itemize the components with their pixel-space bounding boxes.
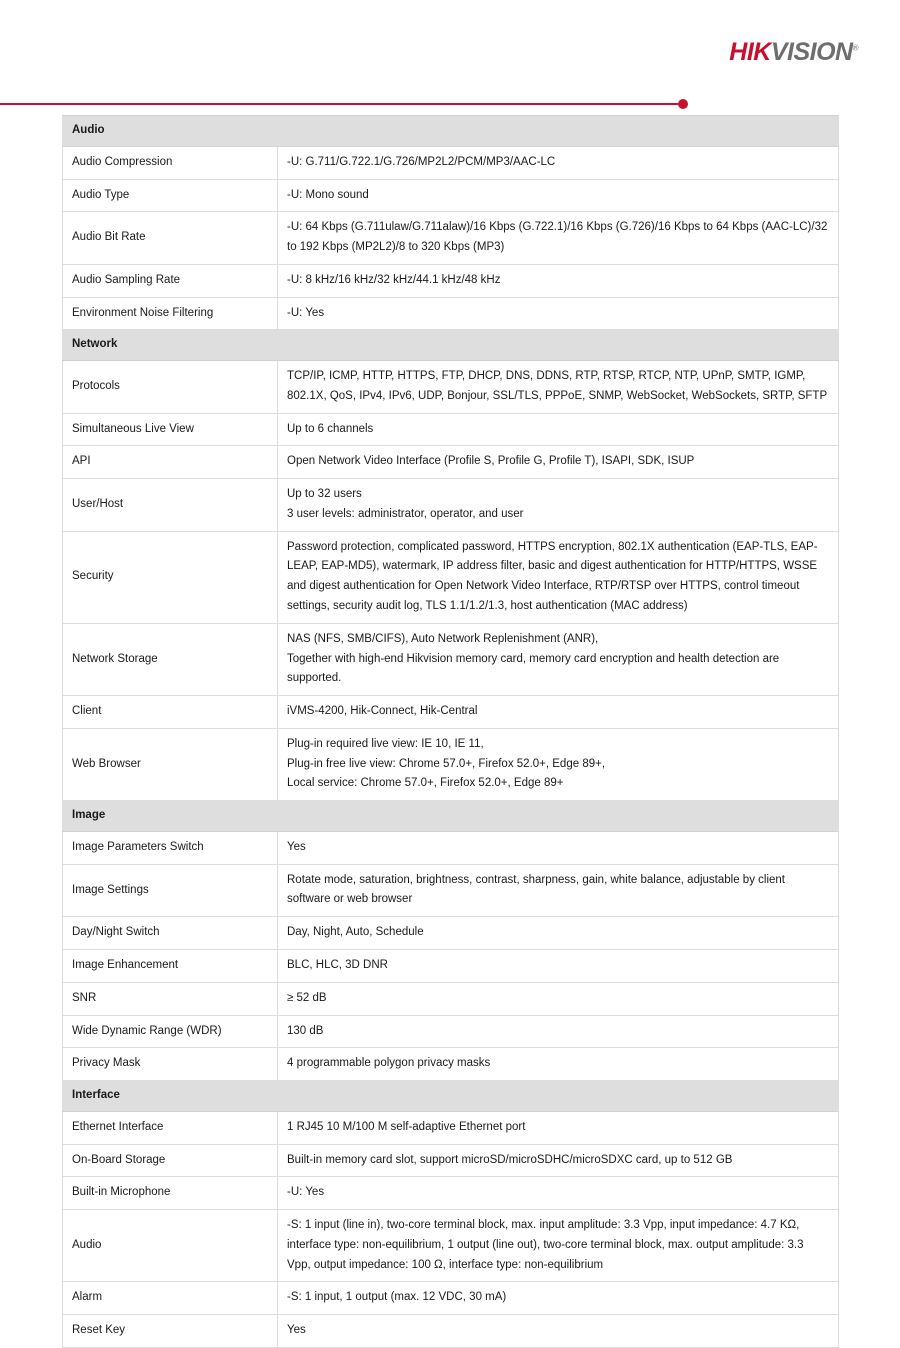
spec-value-line: Day, Night, Auto, Schedule: [287, 926, 424, 939]
spec-value: [278, 479, 839, 532]
spec-value: [278, 1282, 839, 1315]
spec-label: Audio Type: [63, 179, 278, 212]
spec-value: [278, 1210, 839, 1282]
spec-label: Day/Night Switch: [63, 917, 278, 950]
spec-label: Client: [63, 696, 278, 729]
spec-value-line: iVMS-4200, Hik-Connect, Hik-Central: [287, 705, 478, 718]
spec-label: Web Browser: [63, 728, 278, 800]
spec-label: Ethernet Interface: [63, 1111, 278, 1144]
spec-label: Audio Compression: [63, 146, 278, 179]
spec-value-line: Together with high-end Hikvision memory card, memory card encryption and health detection are supported.: [287, 652, 780, 685]
table-row: [63, 917, 839, 950]
spec-value: [278, 1177, 839, 1210]
spec-value-line: 3 user levels: administrator, operator, and user: [287, 507, 524, 520]
table-row: [63, 831, 839, 864]
spec-label: Environment Noise Filtering: [63, 297, 278, 330]
section-title: Audio: [63, 116, 839, 147]
spec-value-line: TCP/IP, ICMP, HTTP, HTTPS, FTP, DHCP, DNS, DDNS, RTP, RTSP, RTCP, NTP, UPnP, SMTP, IGMP, 802.1X, QoS, IPv4, IPv6, UDP, Bonjour, SSL/TLS, PPPoE, SNMP, WebSocket, WebSockets, SRTP, SFTP: [287, 370, 828, 402]
section-header-row: [63, 116, 839, 147]
table-row: [63, 531, 839, 623]
section-header-row: [63, 1081, 839, 1112]
spec-value: [278, 1015, 839, 1048]
spec-value: [278, 831, 839, 864]
spec-value: [278, 146, 839, 179]
spec-value-line: Up to 6 channels: [287, 422, 374, 435]
table-row: [63, 1144, 839, 1177]
table-row: [63, 1177, 839, 1210]
spec-value: [278, 264, 839, 297]
spec-label: User/Host: [63, 479, 278, 532]
spec-value-line: -S: 1 input, 1 output (max. 12 VDC, 30 mA): [287, 1291, 507, 1304]
spec-value-line: Rotate mode, saturation, brightness, contrast, sharpness, gain, white balance, adjustable by client software or web browser: [287, 873, 785, 906]
spec-value-line: -U: Yes: [287, 306, 325, 319]
spec-label: Protocols: [63, 361, 278, 414]
table-row: [63, 1315, 839, 1348]
specification-table: [62, 115, 839, 1348]
table-row: [63, 864, 839, 917]
registered-trademark-icon: ®: [852, 43, 858, 53]
spec-value: [278, 1111, 839, 1144]
spec-value-line: -S: 1 input (line in), two-core terminal block, max. input amplitude: 3.3 Vpp, input impedance: 4.7 KΩ, interface type: non-equilibrium, 1 output (line out), two-core terminal block, max. output amplitude: 3.3 Vpp, output impedance: 100 Ω, interface type: non-equilibrium: [287, 1219, 804, 1271]
spec-value: [278, 1048, 839, 1081]
spec-value: [278, 361, 839, 414]
spec-value-line: Yes: [287, 840, 306, 853]
spec-value: [278, 1315, 839, 1348]
spec-label: Wide Dynamic Range (WDR): [63, 1015, 278, 1048]
spec-value: [278, 1144, 839, 1177]
spec-value: [278, 297, 839, 330]
spec-value-line: 130 dB: [287, 1024, 324, 1037]
spec-value-line: 1 RJ45 10 M/100 M self-adaptive Ethernet port: [287, 1120, 526, 1133]
section-title: Network: [63, 330, 839, 361]
header-divider-dot-icon: [678, 99, 688, 109]
spec-label: Reset Key: [63, 1315, 278, 1348]
table-row: [63, 623, 839, 695]
spec-value-line: Built-in memory card slot, support microSD/microSDHC/microSDXC card, up to 512 GB: [287, 1153, 733, 1166]
spec-label: Audio Bit Rate: [63, 212, 278, 265]
spec-value-line: -U: 8 kHz/16 kHz/32 kHz/44.1 kHz/48 kHz: [287, 273, 501, 286]
spec-value: [278, 982, 839, 1015]
table-row: [63, 1015, 839, 1048]
hikvision-logo: [729, 40, 858, 65]
spec-label: Security: [63, 531, 278, 623]
table-row: [63, 696, 839, 729]
spec-value-line: Open Network Video Interface (Profile S, Profile G, Profile T), ISAPI, SDK, ISUP: [287, 455, 695, 468]
table-row: [63, 446, 839, 479]
spec-label: Image Settings: [63, 864, 278, 917]
spec-value-line: Plug-in required live view: IE 10, IE 11,: [287, 737, 484, 750]
spec-value: [278, 531, 839, 623]
spec-label: Alarm: [63, 1282, 278, 1315]
table-row: [63, 949, 839, 982]
section-title: Interface: [63, 1081, 839, 1112]
spec-label: On-Board Storage: [63, 1144, 278, 1177]
section-header-row: [63, 330, 839, 361]
spec-value-line: -U: 64 Kbps (G.711ulaw/G.711alaw)/16 Kbps (G.722.1)/16 Kbps (G.726)/16 Kbps to 64 Kbps (AAC-LC)/32 to 192 Kbps (MP2L2)/8 to 320 Kbps (MP3): [287, 221, 828, 254]
table-row: [63, 728, 839, 800]
spec-label: Image Enhancement: [63, 949, 278, 982]
spec-label: Audio Sampling Rate: [63, 264, 278, 297]
page-header: [0, 0, 900, 105]
spec-value: [278, 864, 839, 917]
spec-value: [278, 949, 839, 982]
spec-label: Privacy Mask: [63, 1048, 278, 1081]
table-row: [63, 146, 839, 179]
table-row: [63, 982, 839, 1015]
table-row: [63, 1282, 839, 1315]
logo-vision-text: VISION: [770, 38, 853, 66]
spec-value-line: NAS (NFS, SMB/CIFS), Auto Network Replenishment (ANR),: [287, 632, 599, 645]
table-row: [63, 413, 839, 446]
spec-label: Built-in Microphone: [63, 1177, 278, 1210]
spec-value: [278, 728, 839, 800]
spec-value-line: -U: Mono sound: [287, 188, 369, 201]
table-row: [63, 264, 839, 297]
spec-value: [278, 212, 839, 265]
table-row: [63, 297, 839, 330]
spec-value: [278, 179, 839, 212]
spec-value-line: ≥ 52 dB: [287, 991, 327, 1004]
table-row: [63, 361, 839, 414]
spec-value-line: Local service: Chrome 57.0+, Firefox 52.0+, Edge 89+: [287, 777, 564, 790]
spec-label: Image Parameters Switch: [63, 831, 278, 864]
spec-value-line: BLC, HLC, 3D DNR: [287, 958, 388, 971]
spec-label: Simultaneous Live View: [63, 413, 278, 446]
section-header-row: [63, 801, 839, 832]
spec-value-line: 4 programmable polygon privacy masks: [287, 1057, 491, 1070]
spec-value-line: Password protection, complicated password, HTTPS encryption, 802.1X authentication (EAP-TLS, EAP-LEAP, EAP-MD5), watermark, IP address filter, basic and digest authentication for HTTP/HTTPS, WSSE and digest authentication for Open Network Video Interface, RTP/RTSP over HTTPS, control timeout settings, security audit log, TLS 1.1/1.2/1.3, host authentication (MAC address): [287, 540, 818, 613]
spec-value: [278, 413, 839, 446]
spec-label: SNR: [63, 982, 278, 1015]
table-row: [63, 1111, 839, 1144]
spec-value-line: -U: G.711/G.722.1/G.726/MP2L2/PCM/MP3/AAC-LC: [287, 155, 556, 168]
spec-label: Network Storage: [63, 623, 278, 695]
spec-value: [278, 696, 839, 729]
table-row: [63, 212, 839, 265]
spec-label: API: [63, 446, 278, 479]
spec-label: Audio: [63, 1210, 278, 1282]
spec-value: [278, 917, 839, 950]
specification-table-body: [63, 116, 839, 1348]
logo-hik-text: HIK: [729, 38, 771, 66]
spec-value-line: Plug-in free live view: Chrome 57.0+, Firefox 52.0+, Edge 89+,: [287, 757, 606, 770]
spec-value: [278, 623, 839, 695]
table-row: [63, 479, 839, 532]
specification-table-wrapper: [62, 115, 838, 1348]
table-row: [63, 1210, 839, 1282]
spec-value-line: Up to 32 users: [287, 488, 362, 501]
header-divider: [0, 98, 900, 112]
section-title: Image: [63, 801, 839, 832]
spec-value-line: -U: Yes: [287, 1186, 325, 1199]
table-row: [63, 1048, 839, 1081]
header-divider-line: [0, 103, 678, 105]
spec-value-line: Yes: [287, 1324, 306, 1337]
spec-value: [278, 446, 839, 479]
table-row: [63, 179, 839, 212]
